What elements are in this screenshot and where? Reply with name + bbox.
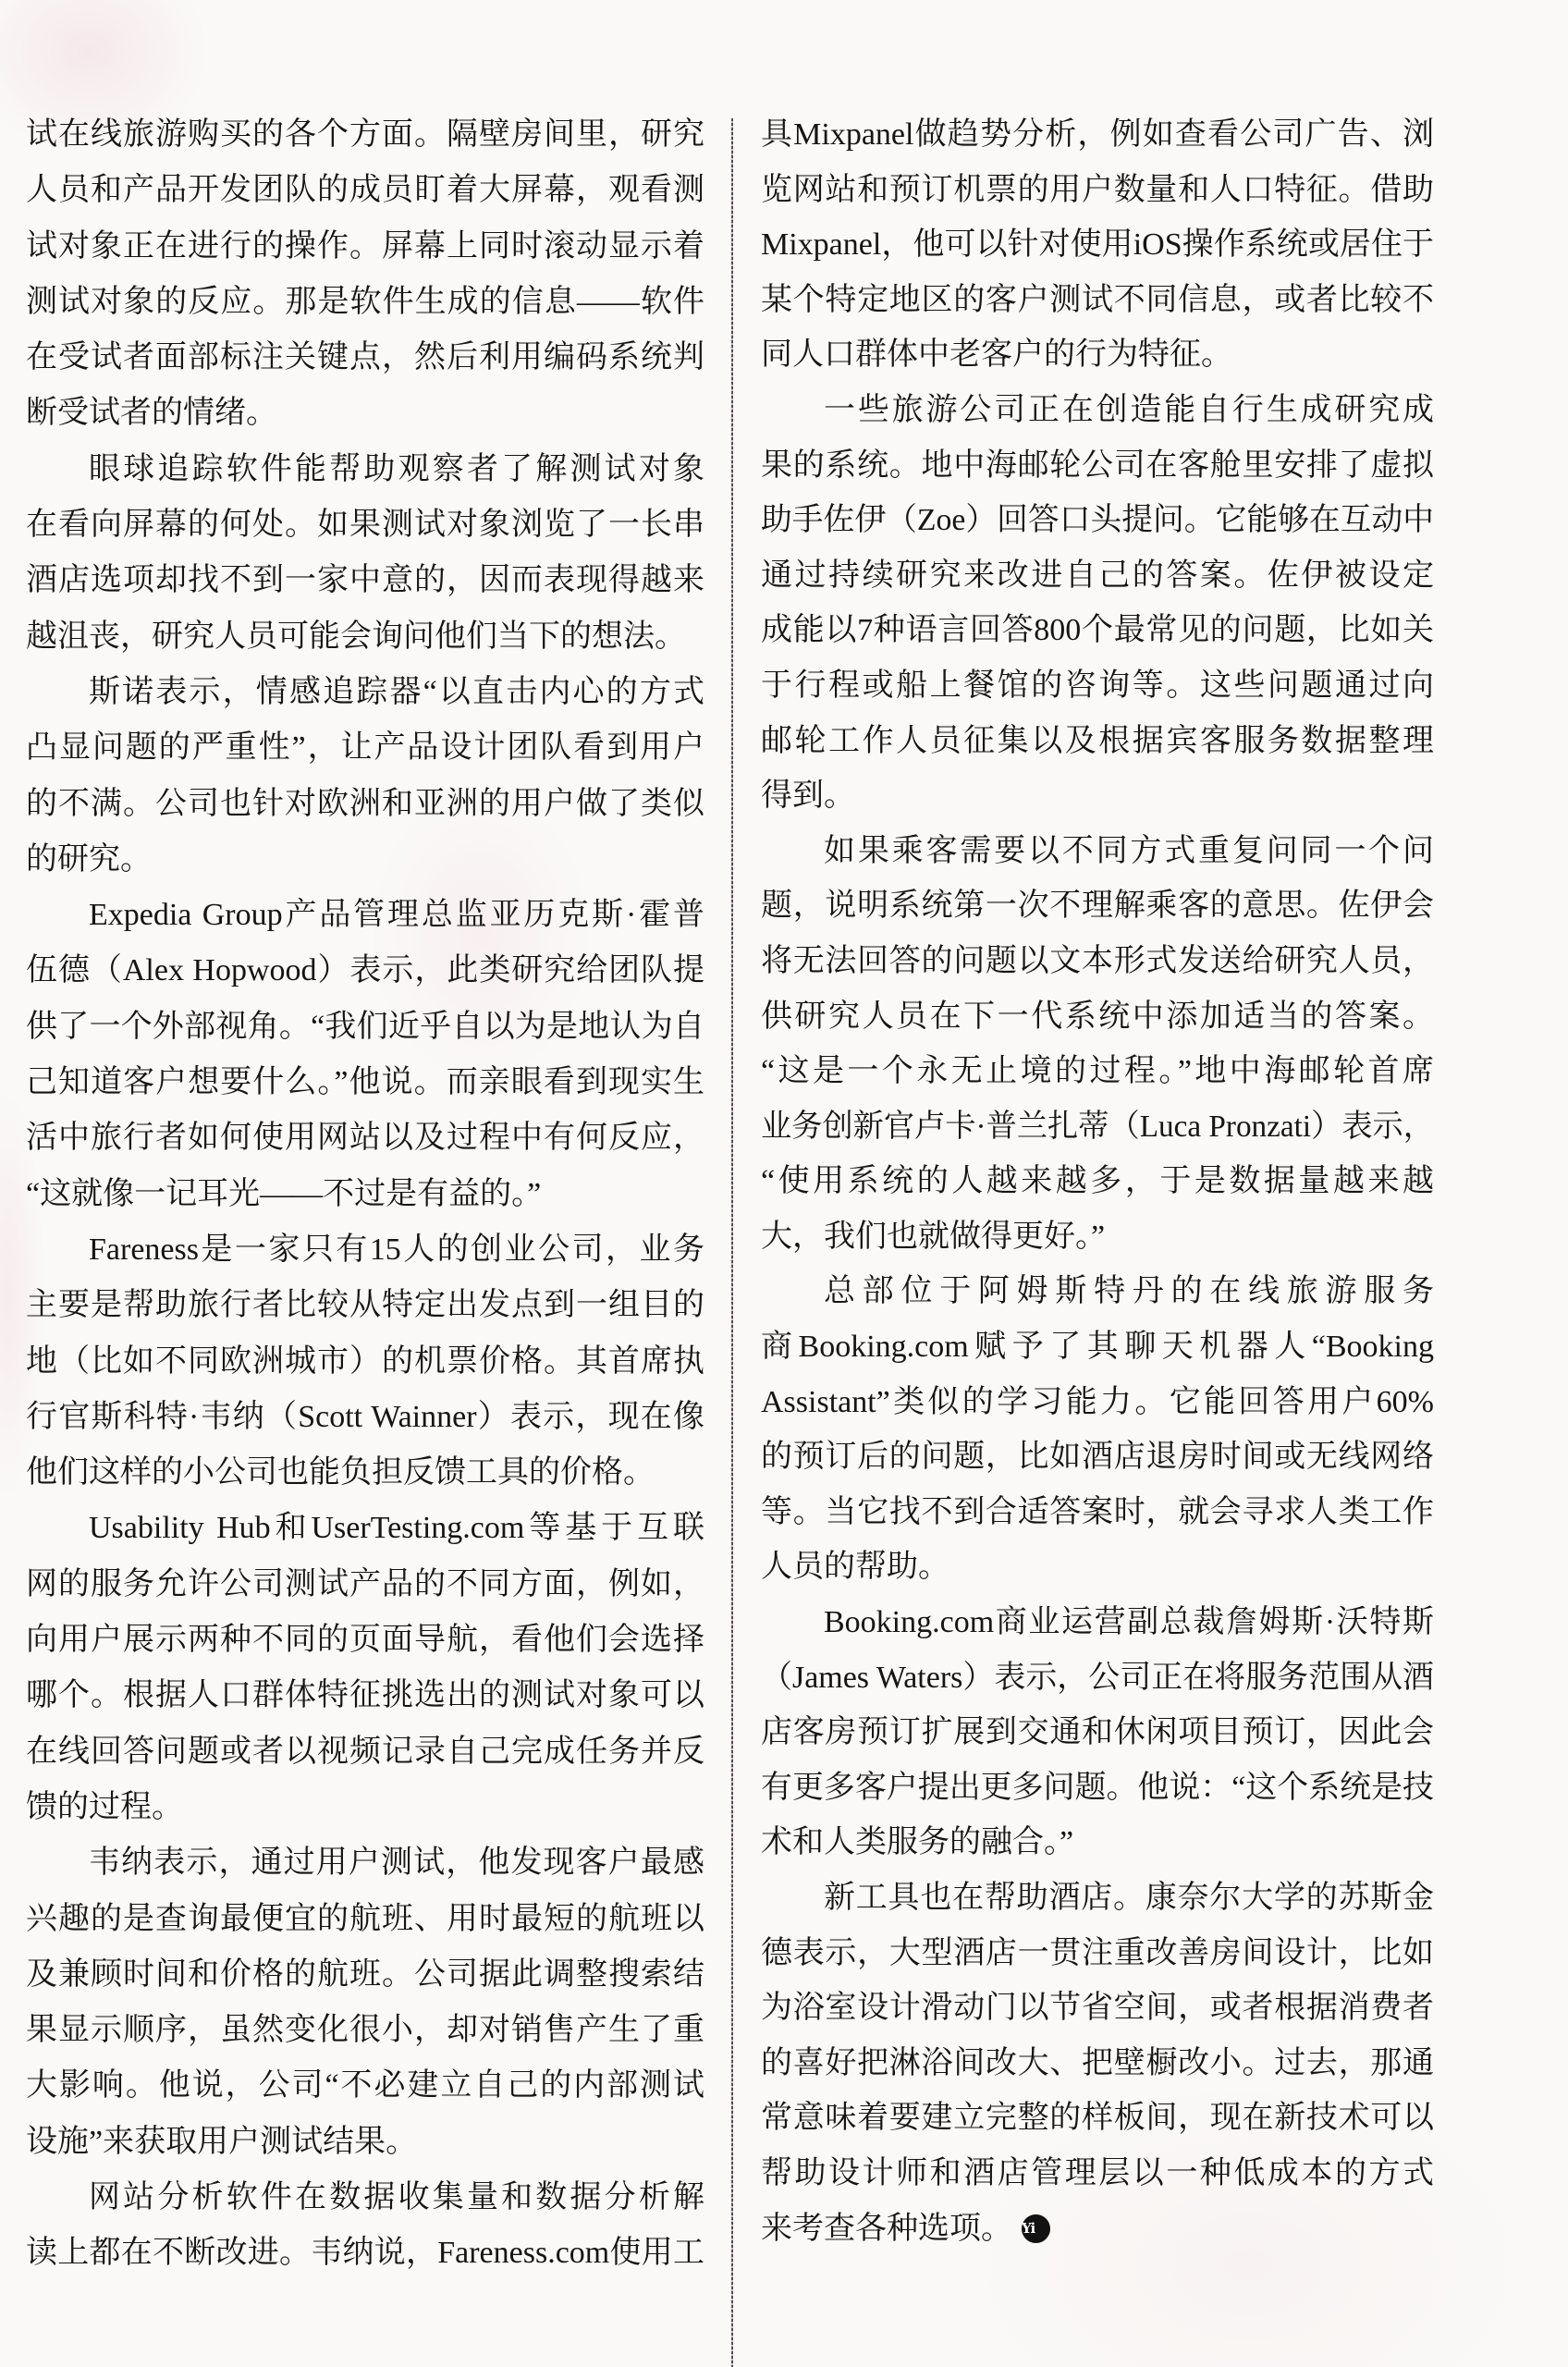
paragraph (26, 442, 704, 665)
text-line: 同人口群体中老客户的行为特征。 (761, 337, 1232, 373)
text-line: 哪个。根据人口群体特征挑选出的测试对象可以 (26, 1678, 704, 1713)
text-line: 越沮丧，研究人员可能会询问他们当下的想法。 (26, 619, 686, 654)
paragraph (26, 2170, 704, 2282)
text-line: Expedia Group产品管理总监亚历克斯·霍普 (89, 898, 704, 933)
text-line: 成能以7种语言回答800个最常见的问题，比如关 (761, 613, 1434, 648)
text-line: 大影响。他说，公司“不必建立自己的内部测试 (26, 2068, 704, 2103)
paragraph (761, 1264, 1434, 1595)
text-line: 邮轮工作人员征集以及根据宾客服务数据整理 (761, 723, 1434, 758)
text-line: 在线回答问题或者以视频记录自己完成任务并反 (26, 1734, 704, 1769)
paragraph (26, 107, 704, 442)
paragraph (761, 1595, 1434, 1870)
text-line: （James Waters）表示，公司正在将服务范围从酒 (761, 1660, 1434, 1695)
text-line: 供了一个外部视角。“我们近乎自以为是地认为自 (26, 1009, 704, 1044)
text-line: 大，我们也就做得更好。” (761, 1219, 1106, 1254)
text-line: 及兼顾时间和价格的航班。公司据此调整搜索结 (26, 1956, 704, 1992)
text-line: 在看向屏幕的何处。如果测试对象浏览了一长串 (26, 508, 704, 543)
text-line: 凸显问题的严重性”，让产品设计团队看到用户 (26, 730, 704, 766)
text-line: 人员的帮助。 (761, 1550, 949, 1585)
text-line: 在受试者面部标注关键点，然后利用编码系统判 (26, 340, 704, 375)
right-column (761, 107, 1434, 2256)
column-divider (731, 118, 733, 2367)
text-line: 供研究人员在下一代系统中添加适当的答案。 (761, 999, 1434, 1034)
text-line: 设施”来获取用户测试结果。 (26, 2124, 418, 2159)
text-line: 己知道客户想要什么。”他说。而亲眼看到现实生 (26, 1065, 704, 1100)
text-line: 将无法回答的问题以文本形式发送给研究人员， (761, 943, 1434, 978)
paragraph (761, 1870, 1434, 2256)
paragraph (26, 1835, 704, 2170)
text-line: 主要是帮助旅行者比较从特定出发点到一组目的 (26, 1288, 704, 1323)
text-line: 览网站和预订机票的用户数量和人口特征。借助 (761, 172, 1434, 207)
text-line: 果的系统。地中海邮轮公司在客舱里安排了虚拟 (761, 448, 1434, 483)
text-line (761, 2201, 1434, 2257)
paragraph (761, 107, 1434, 383)
text-line: 行官斯科特·韦纳（Scott Wainner）表示，现在像 (26, 1399, 704, 1434)
text-line: 兴趣的是查询最便宜的航班、用时最短的航班以 (26, 1901, 704, 1936)
text-line: 得到。 (761, 779, 855, 814)
text-line: 等。当它找不到合适答案时，就会寻求人类工作 (761, 1494, 1434, 1529)
text-line: 他们这样的小公司也能负担反馈工具的价格。 (26, 1455, 655, 1490)
text-line: 测试对象的反应。那是软件生成的信息——软件 (26, 284, 704, 319)
text-line: “使用系统的人越来越多，于是数据量越来越 (761, 1164, 1434, 1199)
text-line: Assistant”类似的学习能力。它能回答用户60% (761, 1384, 1434, 1419)
paragraph (26, 1501, 704, 1835)
paragraph (26, 665, 704, 888)
text-line: Booking.com商业运营副总裁詹姆斯·沃特斯 (824, 1605, 1434, 1640)
text-line: 人员和产品开发团队的成员盯着大屏幕，观看测 (26, 173, 704, 208)
text-line: 斯诺表示，情感追踪器“以直击内心的方式 (89, 674, 704, 709)
text-line: 试对象正在进行的操作。屏幕上同时滚动显示着 (26, 228, 704, 264)
text-line: 向用户展示两种不同的页面导航，看他们会选择 (26, 1623, 704, 1658)
text-line: 读上都在不断改进。韦纳说，Fareness.com使用工 (26, 2236, 704, 2271)
text-line: 于行程或船上餐馆的咨询等。这些问题通过向 (761, 668, 1434, 703)
text-line: 眼球追踪软件能帮助观察者了解测试对象 (89, 451, 704, 486)
text-line: Usability Hub和UserTesting.com等基于互联 (89, 1511, 704, 1546)
text-line: 网站分析软件在数据收集量和数据分析解 (89, 2179, 704, 2214)
text-line: “这是一个永无止境的过程。”地中海邮轮首席 (761, 1054, 1434, 1089)
text-line: 术和人类服务的融合。” (761, 1825, 1074, 1860)
text-line: 题，说明系统第一次不理解乘客的意思。佐伊会 (761, 889, 1434, 924)
text-line: 伍德（Alex Hopwood）表示，此类研究给团队提 (26, 953, 704, 988)
text-line: 新工具也在帮助酒店。康奈尔大学的苏斯金 (824, 1881, 1434, 1915)
text-line: 的喜好把淋浴间改大、把壁橱改小。过去，那通 (761, 2045, 1434, 2080)
text-line: 如果乘客需要以不同方式重复问同一个问 (824, 833, 1434, 868)
text-line: 店客房预订扩展到交通和休闲项目预订，因此会 (761, 1715, 1434, 1750)
text-line: “这就像一记耳光——不过是有益的。” (26, 1176, 542, 1211)
text-line: Fareness是一家只有15人的创业公司，业务 (89, 1232, 704, 1267)
text-line: Mixpanel，他可以针对使用iOS操作系统或居住于 (761, 227, 1434, 263)
text-line: 某个特定地区的客户测试不同信息，或者比较不 (761, 282, 1434, 317)
text-line: 的不满。公司也针对欧洲和亚洲的用户做了类似 (26, 786, 704, 821)
text-line: 一些旅游公司正在创造能自行生成研究成 (824, 392, 1434, 427)
text-line: 助手佐伊（Zoe）回答口头提问。它能够在互动中 (761, 503, 1434, 538)
text-line: 馈的过程。 (26, 1789, 183, 1824)
text-line: 总部位于阿姆斯特丹的在线旅游服务 (824, 1274, 1434, 1309)
text-line: 的预订后的问题，比如酒店退房时间或无线网络 (761, 1440, 1434, 1475)
text-line: 果显示顺序，虽然变化很小，却对销售产生了重 (26, 2013, 704, 2048)
text-line: 具Mixpanel做趋势分析，例如查看公司广告、浏 (761, 117, 1434, 152)
text-line: 常意味着要建立完整的样板间，现在新技术可以 (761, 2101, 1434, 2136)
text-line: 业务创新官卢卡·普兰扎蒂（Luca Pronzati）表示， (761, 1109, 1434, 1144)
text-line: 德表示，大型酒店一贯注重改善房间设计，比如 (761, 1935, 1434, 1970)
paragraph (761, 824, 1434, 1265)
text-line: 商Booking.com赋予了其聊天机器人“Booking (761, 1330, 1434, 1365)
text-line: 地（比如不同欧洲城市）的机票价格。其首席执 (26, 1343, 704, 1379)
left-column (26, 107, 704, 2282)
text-line: 网的服务允许公司测试产品的不同方面，例如， (26, 1566, 704, 1601)
paragraph (761, 383, 1434, 824)
text-line: 酒店选项却找不到一家中意的，因而表现得越来 (26, 563, 704, 598)
text-line: 为浴室设计滑动门以节省空间，或者根据消费者 (761, 1991, 1434, 2026)
text-line: 韦纳表示，通过用户测试，他发现客户最感 (89, 1846, 704, 1881)
text-line: 试在线旅游购买的各个方面。隔壁房间里，研究 (26, 117, 704, 152)
paragraph (26, 1222, 704, 1501)
text-line: 断受试者的情绪。 (26, 396, 277, 431)
paragraph (26, 888, 704, 1222)
text-line: 活中旅行者如何使用网站以及过程中有何反应， (26, 1121, 704, 1156)
text-line: 的研究。 (26, 841, 152, 877)
line-text: 来考查各种选项。 (761, 2211, 1012, 2246)
text-line: 帮助设计师和酒店管理层以一种低成本的方式 (761, 2155, 1434, 2190)
text-line: 通过持续研究来改进自己的答案。佐伊被设定 (761, 558, 1434, 593)
yi-logo-icon: Yi (1022, 2214, 1050, 2243)
text-line: 有更多客户提出更多问题。他说：“这个系统是技 (761, 1770, 1434, 1805)
